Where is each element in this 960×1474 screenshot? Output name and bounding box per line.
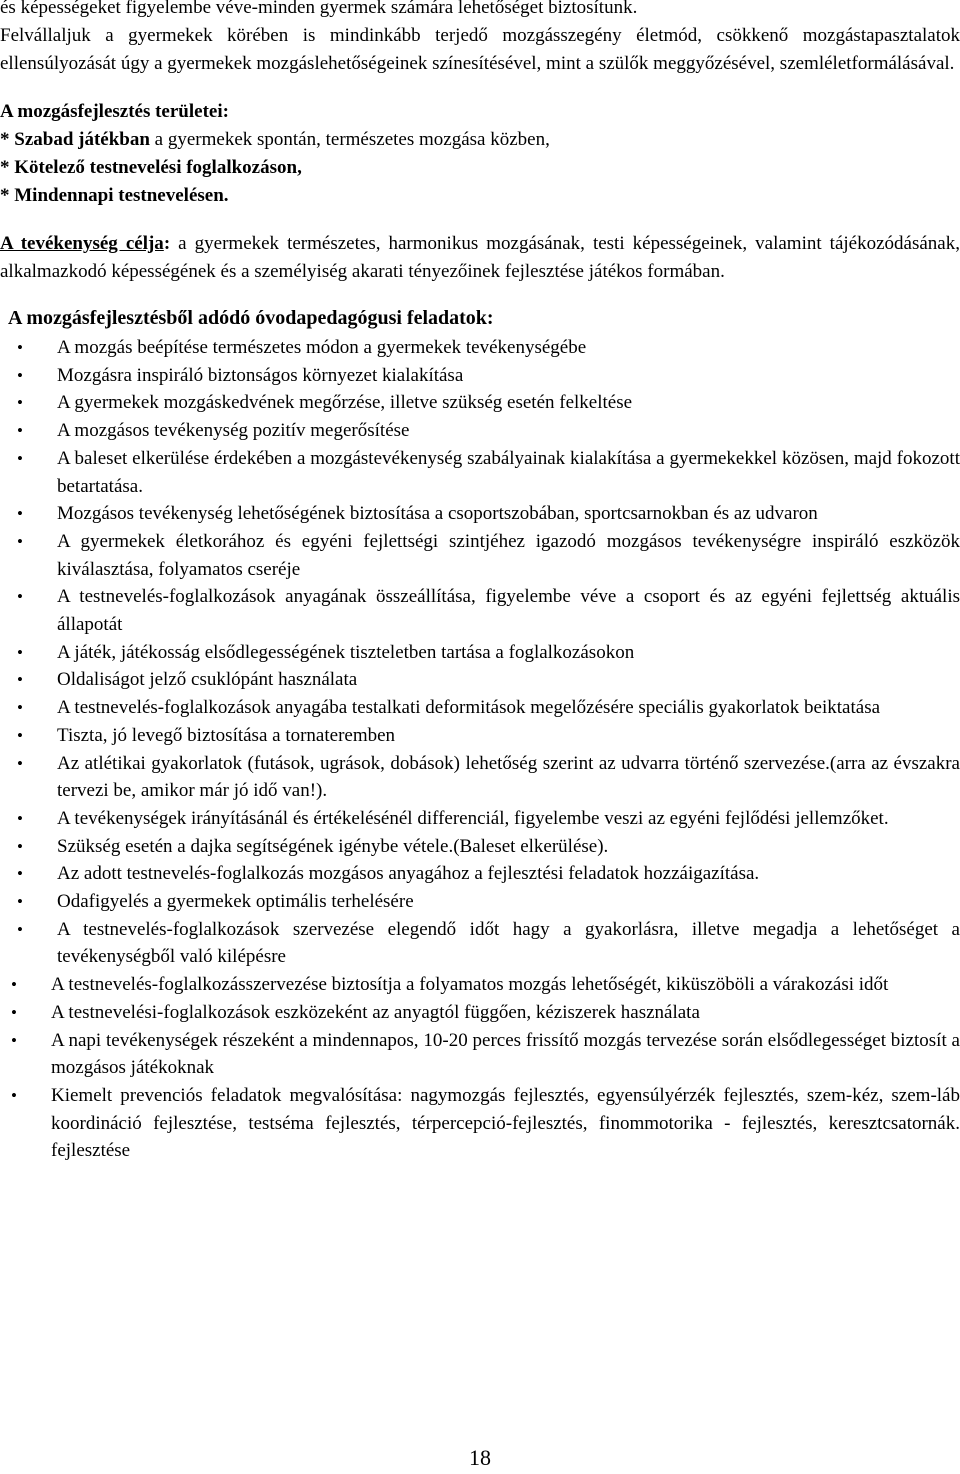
tasks-list-primary <box>0 334 960 971</box>
areas-item-3: * Mindennapi testnevelésen. <box>0 185 229 206</box>
bullet-icon: • <box>17 421 23 441</box>
goal-label: A tevékenység célja <box>0 233 164 254</box>
bullet-icon: • <box>17 504 23 524</box>
list-item-text: A gyermekek életkorához és egyéni fejlettségi szintjéhez igazodó mozgásos tevékenységre inspiráló eszközök kiválasztása, folyamatos cseréje <box>57 530 960 580</box>
bullet-icon: • <box>17 531 23 551</box>
list-item <box>0 417 960 445</box>
list-item <box>0 445 960 500</box>
list-item <box>0 1082 960 1165</box>
list-item <box>0 583 960 638</box>
list-item-text: A mozgás beépítése természetes módon a gyermekek tevékenységébe <box>57 337 587 358</box>
bullet-icon: • <box>11 975 17 995</box>
intro-line: és képességeket figyelembe véve-minden gyermek számára lehetőséget biztosítunk. <box>0 0 638 18</box>
bullet-icon: • <box>17 919 23 939</box>
list-item-text: Tiszta, jó levegő biztosítása a tornateremben <box>57 724 396 746</box>
list-item-text: Az atlétikai gyakorlatok (futások, ugrások, dobások) lehetőség szerint az udvarra történő szervezése.(arra az évszakra tervezi be, amikor már jó idő van!). <box>57 752 960 802</box>
page-number: 18 <box>469 1445 491 1470</box>
list-item-text: A testnevelés-foglalkozásszervezése biztosítja a folyamatos mozgás lehetőségét, kiküszöböli a várakozási időt <box>51 974 889 996</box>
bullet-icon: • <box>17 892 23 912</box>
list-item-text: A testnevelés-foglalkozások szervezése elegendő időt hagy a gyakorlásra, illetve megadja a lehetőséget a tevékenységből való kilépésre <box>57 918 960 968</box>
bullet-icon: • <box>17 365 23 385</box>
intro-paragraph: Felvállaljuk a gyermekek körében is mindinkább terjedő mozgásszegény életmód, csökkenő mozgástapasztalatok ellensúlyozását úgy a gyermekek mozgáslehetőségeinek színesítésével, mint a szülők meggyőzésével, szemléletformálásával. <box>0 25 960 74</box>
list-item-text: Kiemelt prevenciós feladatok megvalósítása: nagymozgás fejlesztés, egyensúlyérzék fejlesztés, szem-kéz, szem-láb koordináció fejlesztése, testséma fejlesztés, térpercepció-fejlesztés, finommotorika - fejlesztés, keresztcsatornák. fejlesztése <box>51 1084 960 1162</box>
list-item <box>0 500 960 528</box>
areas-item-1-bold: * Szabad játékban <box>0 129 150 150</box>
list-item <box>0 528 960 583</box>
bullet-icon: • <box>17 753 23 773</box>
bullet-icon: • <box>17 448 23 468</box>
areas-title: A mozgásfejlesztés területei: <box>0 101 229 122</box>
list-item <box>0 694 960 722</box>
list-item <box>0 750 960 805</box>
bullet-icon: • <box>17 587 23 607</box>
areas-item-1 <box>0 126 960 154</box>
list-item <box>0 888 960 916</box>
bullet-icon: • <box>11 1085 17 1105</box>
bullet-icon: • <box>17 642 23 662</box>
list-item-text: A testnevelés-foglalkozások anyagának összeállítása, figyelembe véve a csoport és az egyéni fejlettség aktuális állapotát <box>57 586 960 636</box>
list-item-text: A testnevelés-foglalkozások anyagába testalkati deformitások megelőzésére speciális gyakorlatok beiktatása <box>57 697 881 719</box>
list-item-text: A tevékenységek irányításánál és értékelésénél differenciál, figyelembe veszi az egyéni fejlődési jellemzőket. <box>57 807 889 829</box>
list-item-text: Szükség esetén a dajka segítségének igénybe vétele.(Baleset elkerülése). <box>57 835 609 857</box>
list-item-text: A baleset elkerülése érdekében a mozgástevékenység szabályainak kialakítása a gyermekekkel közösen, majd fokozott betartatása. <box>57 447 960 497</box>
list-item-text: A gyermekek mozgáskedvének megőrzése, illetve szükség esetén felkeltése <box>57 392 633 414</box>
bullet-icon: • <box>17 393 23 413</box>
list-item <box>0 833 960 861</box>
list-item <box>0 805 960 833</box>
list-item <box>0 362 960 390</box>
list-item-text: Mozgásra inspiráló biztonságos környezet kialakítása <box>57 364 464 386</box>
list-item <box>0 860 960 888</box>
list-item <box>0 639 960 667</box>
tasks-title: A mozgásfejlesztésből adódó óvodapedagógusi feladatok: <box>8 307 494 329</box>
list-item-text: A testnevelési-foglalkozások eszközeként az anyagtól függően, kéziszerek használata <box>51 1001 700 1023</box>
bullet-icon: • <box>17 670 23 690</box>
list-item-text: Oldaliságot jelző csuklópánt használata <box>57 669 358 691</box>
goal-colon: : <box>163 233 171 254</box>
list-item-text: A napi tevékenységek részeként a mindennapos, 10-20 perces frissítő mozgás tervezése során elsődlegességet biztosít a mozgásos játékoknak <box>51 1029 960 1079</box>
list-item <box>0 666 960 694</box>
areas-item-1-text: a gyermekek spontán, természetes mozgása közben, <box>149 129 550 150</box>
bullet-icon: • <box>17 338 23 357</box>
list-item <box>0 389 960 417</box>
bullet-icon: • <box>17 725 23 745</box>
list-item <box>0 334 960 362</box>
list-item <box>0 916 960 971</box>
areas-item-2: * Kötelező testnevelési foglalkozáson, <box>0 157 302 178</box>
bullet-icon: • <box>17 836 23 856</box>
list-item-text: Odafigyelés a gyermekek optimális terhelésére <box>57 891 414 913</box>
bullet-icon: • <box>17 698 23 718</box>
list-item <box>0 971 960 999</box>
bullet-icon: • <box>17 864 23 884</box>
areas-section <box>0 98 960 210</box>
list-item <box>0 999 960 1027</box>
tasks-list-secondary <box>0 971 960 1165</box>
goal-paragraph <box>0 230 960 286</box>
list-item-text: Mozgásos tevékenység lehetőségének biztosítása a csoportszobában, sportcsarnokban és az udvaron <box>57 503 818 525</box>
list-item <box>0 1027 960 1082</box>
bullet-icon: • <box>11 1030 17 1050</box>
bullet-icon: • <box>11 1002 17 1022</box>
list-item-text: Az adott testnevelés-foglalkozás mozgásos anyagához a fejlesztési feladatok hozzáigazítása. <box>57 863 760 885</box>
list-item-text: A játék, játékosság elsődlegességének tiszteletben tartása a foglalkozásokon <box>57 641 635 663</box>
list-item-text: A mozgásos tevékenység pozitív megerősítése <box>57 420 410 442</box>
bullet-icon: • <box>17 808 23 828</box>
goal-text: a gyermekek természetes, harmonikus mozgásának, testi képességeinek, valamint tájékozódásának, alkalmazkodó képességének és a személyiség akarati tényezőinek fejlesztése játékos formában. <box>0 233 960 282</box>
list-item <box>0 722 960 750</box>
